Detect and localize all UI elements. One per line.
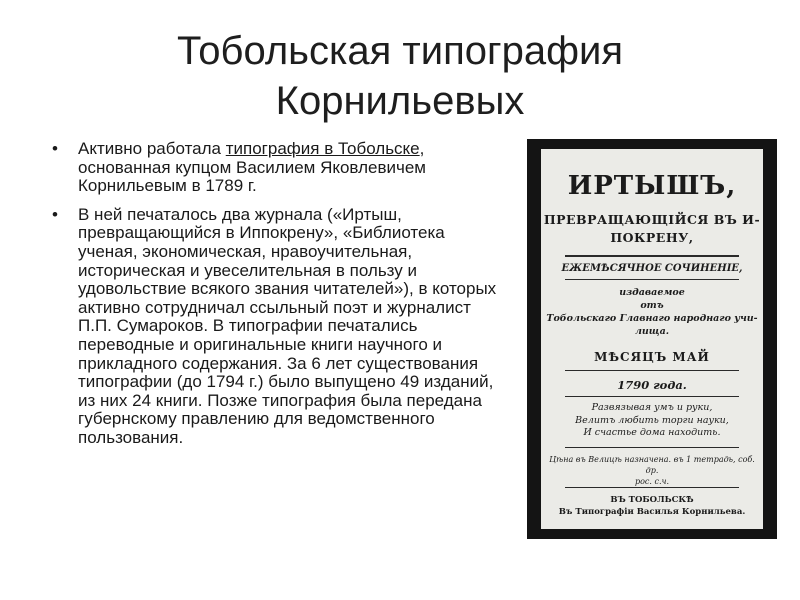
cover-page (541, 149, 763, 529)
cover-year: 1790 года. (617, 378, 687, 392)
cover-month: МѢСЯЦЪ МАЙ (594, 350, 710, 364)
cover-rule (565, 255, 739, 257)
bullet-item-1 (50, 140, 500, 196)
bullet-dot-icon: • (52, 204, 58, 224)
cover-press: Въ Типографiи Василья Корнильева. (558, 507, 746, 517)
cover-rule-6 (565, 487, 739, 488)
cover-imprint (541, 494, 763, 518)
bullet-dot-icon: • (52, 139, 58, 158)
cover-motto-line-1: Развязывая умъ и руки, (591, 402, 713, 413)
book-cover-image (527, 139, 777, 539)
bullet-1-text-after: , основанная купцом Василием Яковлевичем Корнильевым в 1789 г. (78, 139, 426, 196)
title-line-1: Тобольская типография (177, 29, 623, 73)
cover-rule-5 (565, 447, 739, 448)
bullet-list (50, 140, 500, 458)
cover-subtitle (541, 211, 763, 247)
slide-title (60, 26, 740, 126)
cover-rule-4 (565, 396, 739, 397)
cover-price-line-1: Цѣна въ Велицѣ назначена. въ 1 тетрадь, соб. др. (549, 455, 755, 475)
bullet-1-link[interactable]: типография в Тобольске (225, 139, 420, 158)
bullet-1-text-before: Активно работала (78, 139, 226, 158)
cover-rule-2 (565, 279, 739, 280)
cover-subtitle-line-1: ПРЕВРАЩАЮЩIЙСЯ ВЪ И- (543, 212, 761, 227)
cover-price-line-2: рос. с.ч. (634, 477, 670, 486)
cover-published: издаваемое (619, 287, 685, 298)
cover-school: Тобольскаго Главнаго народнаго учи- (546, 313, 758, 324)
cover-price (547, 454, 757, 487)
cover-school-2: лища. (634, 326, 670, 337)
cover-motto-line-2: Велитъ любить торги науки, (575, 414, 729, 426)
bullet-item-2 (50, 206, 500, 448)
cover-rule-3 (565, 370, 739, 371)
cover-motto (541, 402, 763, 440)
cover-motto-line-3: И счастье дома находить. (583, 427, 721, 438)
title-line-2: Корнильевых (275, 79, 525, 123)
cover-title: ИРТЫШЪ, (567, 171, 737, 201)
cover-from: отъ (640, 300, 664, 311)
cover-monthly: ЕЖЕМѢСЯЧНОЕ СОЧИНЕНIЕ, (561, 263, 743, 274)
bullet-2-text: В ней печаталось два журнала («Иртыш, превращающийся в Иппокрену», «Библиотека ученая, экономическая, нравоучительная, историческая и увеселительная в пользу и удовольствие всякого звания читателей»), в которых активно сотрудничал ссыльный поэт и журналист П.П. Сумароков. В типографии печатались переводные и оригинальные книги научного и прикладного содержания. За 6 лет существования типографии (до 1794 г.) было выпущено 49 изданий, из них 24 книги. Позже типография была передана губернскому правлению для ведомственного пользования. (78, 204, 497, 447)
cover-city: ВЪ ТОБОЛЬСКѢ (610, 495, 694, 505)
cover-subtitle-line-2: ПОКРЕНУ, (610, 230, 694, 245)
